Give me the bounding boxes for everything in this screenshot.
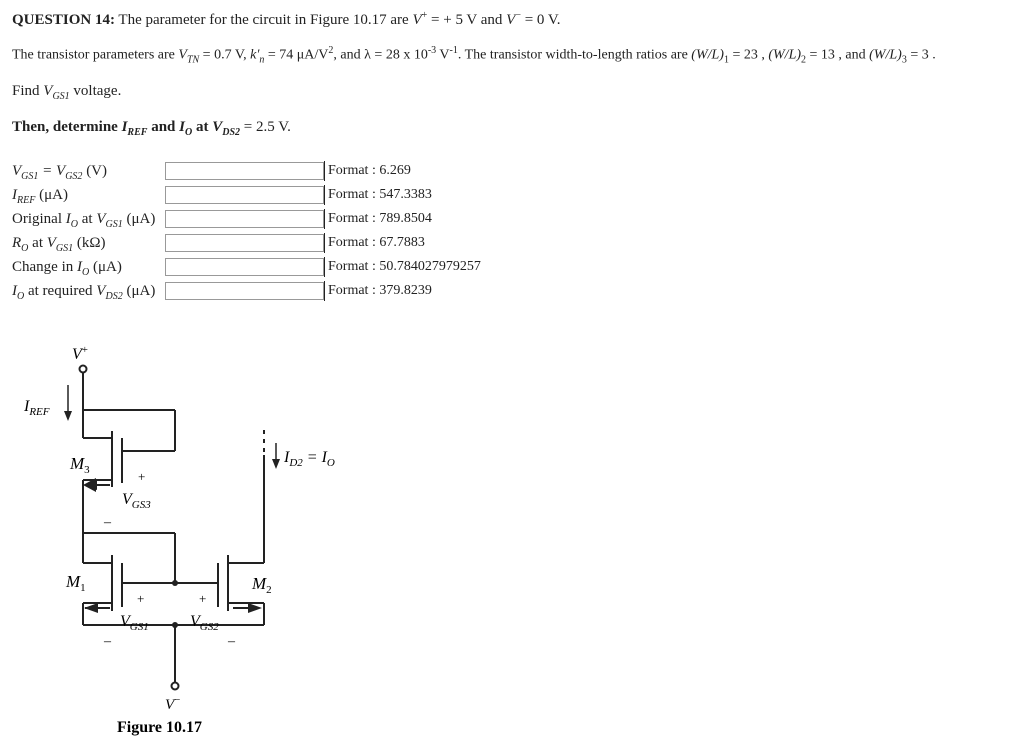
question-title: QUESTION 14: The parameter for the circuit in Figure 10.17 are V+ = + 5 V and V− = 0 V. xyxy=(12,10,561,28)
m1-label: $M_1$ xyxy=(66,572,86,594)
vgs-answer-input[interactable] xyxy=(165,162,324,180)
change-io-answer-input[interactable] xyxy=(165,258,324,276)
svg-text:–: – xyxy=(104,634,111,649)
format-hint: Format : 789.8504 xyxy=(324,209,432,229)
vgs1-label: $V_{GS1}$ xyxy=(120,613,149,633)
io-required-answer-input[interactable] xyxy=(165,282,324,300)
find-instruction: Find $V_{GS1}$ voltage. xyxy=(12,83,122,102)
answer-label: $V_{GS1} = V_{GS2}$ (V) xyxy=(12,163,108,182)
then-instruction: Then, determine $I_{REF}$ and $I_O$ at $V_{DS2} = 2.5$ V. xyxy=(12,119,291,138)
answer-row xyxy=(12,281,612,303)
svg-text:–: – xyxy=(104,515,111,530)
answer-row xyxy=(12,161,612,183)
question-number: QUESTION 14: xyxy=(12,12,115,28)
answer-label: $I_O$ at required $V_{DS2}$ (μA) xyxy=(12,283,156,302)
ro-answer-input[interactable] xyxy=(165,234,324,252)
answer-label: Change in $I_O$ (μA) xyxy=(12,259,122,278)
vplus-label: V+ xyxy=(72,344,88,363)
format-hint: Format : 547.3383 xyxy=(324,185,432,205)
circuit-figure xyxy=(0,335,420,740)
figure-caption: Figure 10.17 xyxy=(117,719,203,736)
vminus-label: V− xyxy=(165,694,181,713)
format-hint: Format : 50.784027979257 xyxy=(324,257,481,277)
m2-label: $M_2$ xyxy=(252,574,272,596)
original-io-answer-input[interactable] xyxy=(165,210,324,228)
svg-text:+: + xyxy=(199,591,207,606)
answer-row xyxy=(12,233,612,255)
vgs3-label: $V_{GS3}$ xyxy=(122,491,151,511)
answer-label: $R_O$ at $V_{GS1}$ (kΩ) xyxy=(12,235,106,254)
format-hint: Format : 379.8239 xyxy=(324,281,432,301)
iref-answer-input[interactable] xyxy=(165,186,324,204)
answer-label: Original $I_O$ at $V_{GS1}$ (μA) xyxy=(12,211,156,230)
answer-label: $I_{REF}$ (μA) xyxy=(12,187,68,206)
answer-row xyxy=(12,257,612,279)
id2-label: $I_{D2} = I_O$ xyxy=(284,449,335,469)
iref-label: $I_{REF}$ xyxy=(24,398,50,418)
svg-text:+: + xyxy=(138,469,146,484)
transistor-parameters: The transistor parameters are $V_{TN} = 0.7$ V, $k'_n = 74$ $\mu A/V^2$, and λ = 28 x $10^{-3}$ $V^{-1}$. The transistor width-to-length ratios are $(W/L)_1 = 23$ , $(W/L)_2 = 13$ , and $(W/L)_3 = 3$ . xyxy=(12,45,936,66)
vgs2-label: $V_{GS2}$ xyxy=(190,613,219,633)
format-hint: Format : 6.269 xyxy=(324,161,411,181)
m3-label: $M_3$ xyxy=(70,454,90,476)
svg-text:+: + xyxy=(137,591,145,606)
answer-row xyxy=(12,209,612,231)
svg-text:–: – xyxy=(228,634,235,649)
format-hint: Format : 67.7883 xyxy=(324,233,425,253)
answer-row xyxy=(12,185,612,207)
